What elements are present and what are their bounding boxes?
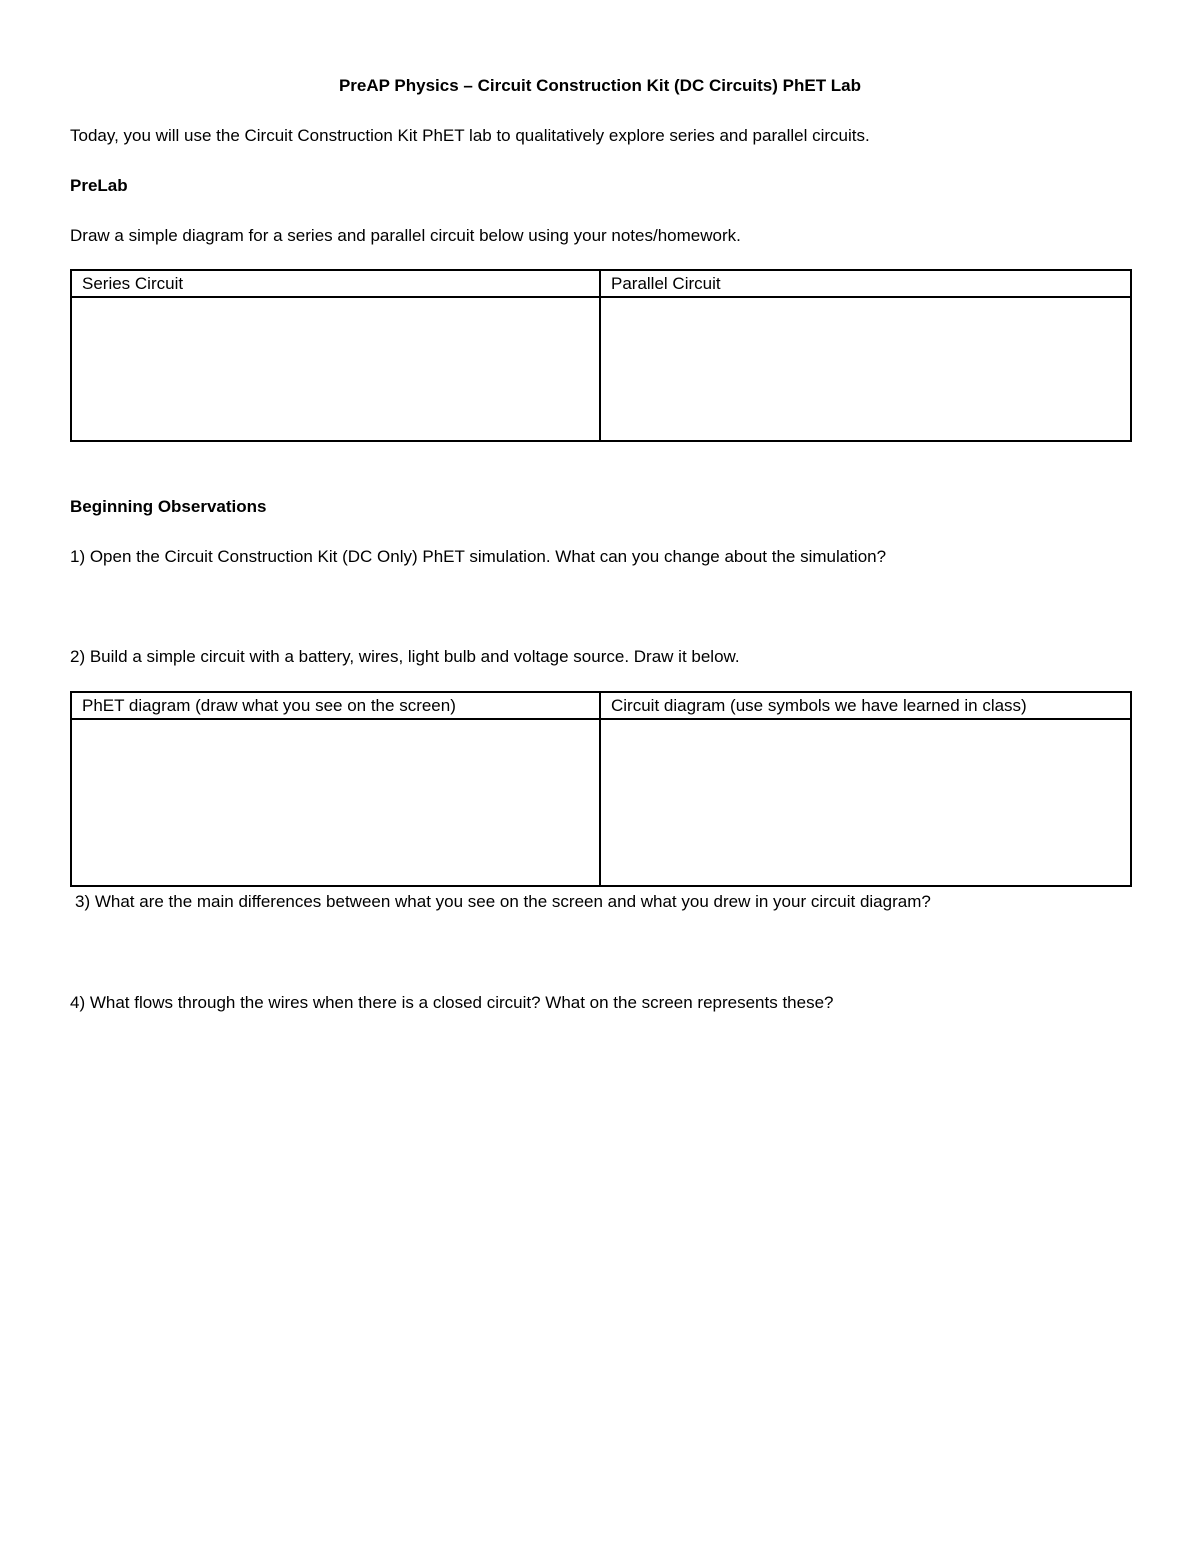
prelab-table-body-row — [71, 297, 1131, 441]
intro-text: Today, you will use the Circuit Construction Kit PhET lab to qualitatively explore series and parallel circuits. — [70, 126, 870, 145]
question-1: 1) Open the Circuit Construction Kit (DC Only) PhET simulation. What can you change about the simulation? — [70, 547, 887, 566]
page-title: PreAP Physics – Circuit Construction Kit (DC Circuits) PhET Lab — [338, 76, 862, 95]
circuit-table-header-row — [71, 692, 1131, 719]
circuit-diagram-header: Circuit diagram (use symbols we have learned in class) — [600, 692, 1131, 719]
prelab-instruction: Draw a simple diagram for a series and parallel circuit below using your notes/homework. — [70, 226, 741, 245]
prelab-diagram-table — [70, 269, 1132, 442]
circuit-diagram-drawing-area[interactable] — [600, 719, 1131, 886]
prelab-table-header-row — [71, 270, 1131, 297]
question-3: 3) What are the main differences between what you see on the screen and what you drew in your circuit diagram? — [75, 892, 931, 911]
observations-heading: Beginning Observations — [70, 497, 267, 516]
phet-diagram-header: PhET diagram (draw what you see on the screen) — [71, 692, 600, 719]
prelab-heading: PreLab — [70, 176, 128, 195]
phet-diagram-drawing-area[interactable] — [71, 719, 600, 886]
question-2: 2) Build a simple circuit with a battery, wires, light bulb and voltage source. Draw it below. — [70, 647, 740, 666]
circuit-diagram-table — [70, 691, 1132, 887]
circuit-table-body-row — [71, 719, 1131, 886]
parallel-circuit-header: Parallel Circuit — [600, 270, 1131, 297]
series-circuit-header: Series Circuit — [71, 270, 600, 297]
series-circuit-drawing-area[interactable] — [71, 297, 600, 441]
parallel-circuit-drawing-area[interactable] — [600, 297, 1131, 441]
question-4: 4) What flows through the wires when there is a closed circuit? What on the screen represents these? — [70, 993, 834, 1012]
